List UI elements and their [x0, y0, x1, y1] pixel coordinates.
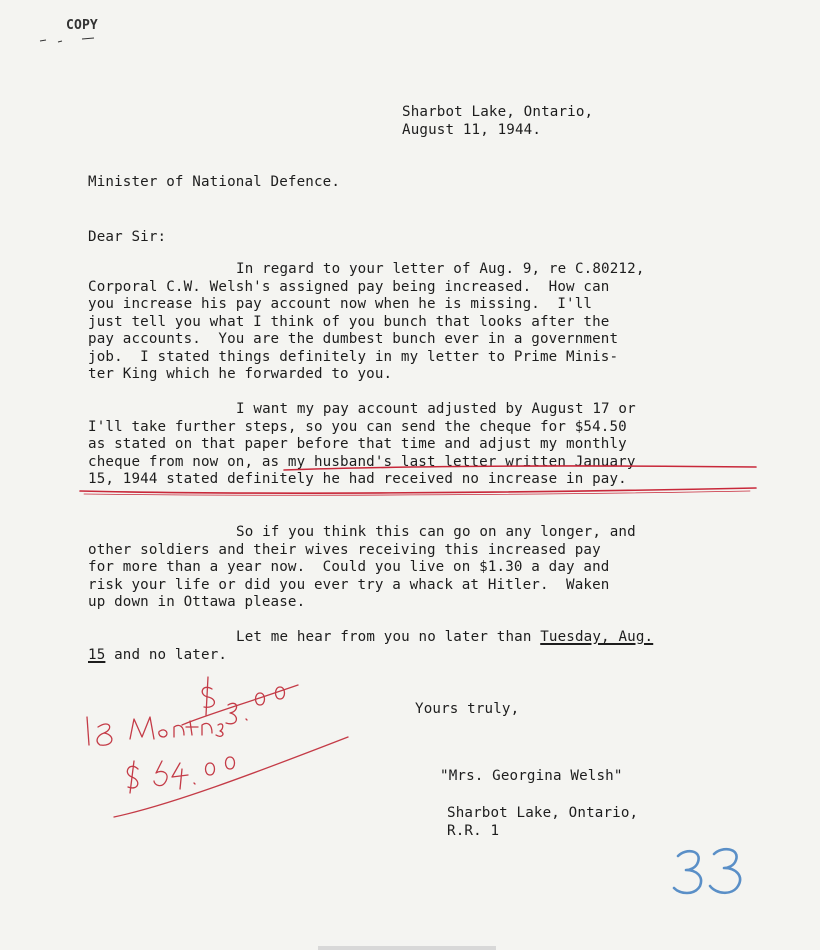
text-line: In regard to your letter of Aug. 9, re C.80212,	[236, 261, 645, 277]
text-line: 15, 1944 stated definitely he had received no increase in pay.	[88, 471, 627, 487]
handwritten-note	[70, 665, 370, 835]
recipient-line: Minister of National Defence.	[88, 174, 341, 190]
address-line: R.R. 1	[447, 822, 500, 839]
copy-stamp: COPY	[66, 18, 98, 33]
sender-place-date	[402, 104, 593, 139]
handwritten-3-dollars	[182, 677, 298, 725]
paragraph-3	[88, 524, 758, 612]
text-line: you increase his pay account now when he is missing. I'll	[88, 296, 593, 312]
text-line: I'll take further steps, so you can send the cheque for $54.50	[88, 418, 627, 435]
letter-date: August 11, 1944.	[402, 121, 542, 138]
sender-place-line: Sharbot Lake, Ontario,	[402, 104, 594, 120]
text-line: Let me hear from you no later than Tuesday, Aug.	[236, 629, 654, 645]
text-line: I want my pay account adjusted by August 17 or	[236, 401, 636, 417]
text-line: as stated on that paper before that time and adjust my monthly	[88, 436, 627, 452]
red-underline-2b	[84, 491, 750, 495]
underlined-deadline: Tuesday, Aug.	[540, 629, 654, 645]
text-line: Corporal C.W. Welsh's assigned pay being increased. How can	[88, 278, 610, 295]
text-line: just tell you what I think of you bunch that looks after the	[88, 313, 610, 330]
text-line: for more than a year now. Could you live on $1.30 a day and	[88, 559, 610, 575]
sender-address	[447, 805, 638, 840]
text-line: up down in Ottawa please.	[88, 594, 306, 610]
text-line: job. I stated things definitely in my letter to Prime Minis-	[88, 348, 619, 365]
paragraph-2	[88, 401, 758, 489]
signature: "Mrs. Georgina Welsh"	[440, 768, 623, 784]
paragraph-1	[88, 261, 758, 384]
underlined-deadline-day: 15	[88, 646, 106, 663]
text-line: cheque from now on, as my husband's last letter written January	[88, 453, 636, 470]
handwritten-18-months	[87, 717, 223, 745]
address-line: Sharbot Lake, Ontario,	[447, 805, 639, 821]
text-line: ter King which he forwarded to you.	[88, 366, 393, 382]
text-line: risk your life or did you ever try a whack at Hitler. Waken	[88, 576, 610, 593]
closing: Yours truly,	[415, 701, 520, 717]
text-line: other soldiers and their wives receiving this increased pay	[88, 541, 601, 558]
stray-ink-mark	[38, 36, 98, 44]
text-line: 15 and no later.	[88, 646, 228, 663]
handwritten-54-dollars	[127, 757, 234, 793]
red-underline-2	[80, 488, 756, 493]
text-line: So if you think this can go on any longer, and	[236, 524, 636, 540]
scan-edge-strip	[318, 946, 496, 950]
paragraph-4	[88, 629, 758, 664]
text-line: pay accounts. You are the dumbest bunch ever in a government	[88, 331, 619, 347]
page-number-33	[668, 840, 758, 900]
handwritten-total-line	[114, 737, 348, 817]
salutation: Dear Sir:	[88, 229, 167, 245]
